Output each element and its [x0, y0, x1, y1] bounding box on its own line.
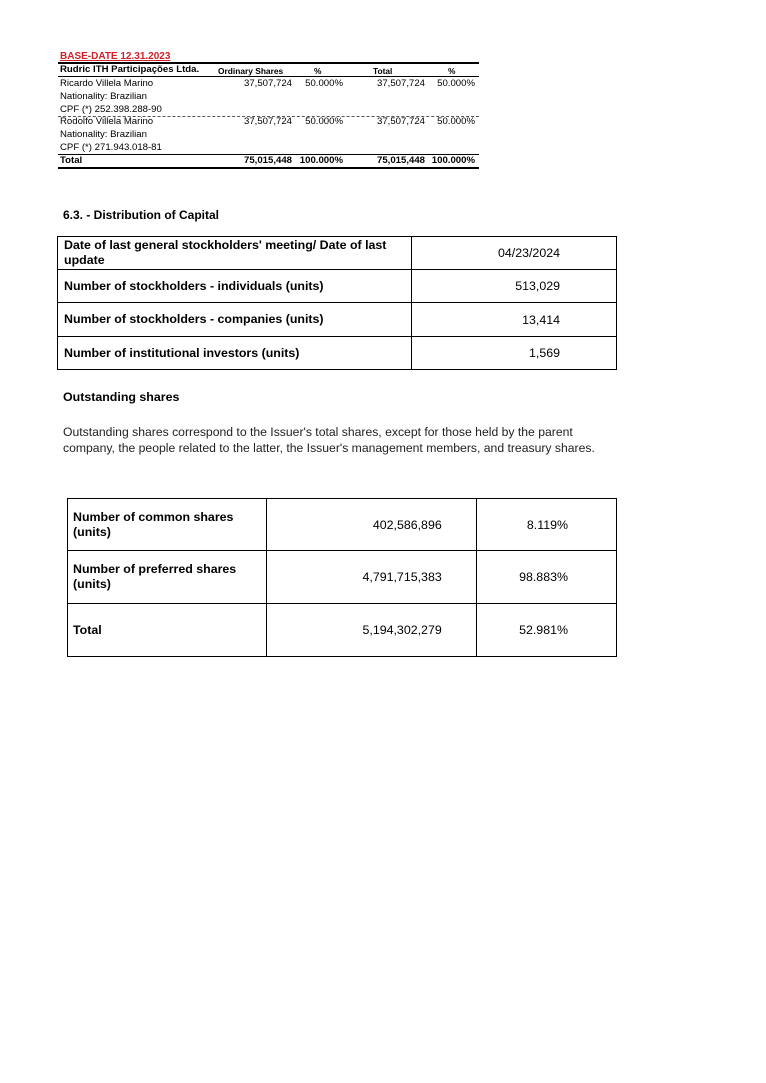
row-value: 04/23/2024 [411, 237, 616, 270]
row-value: 5,194,302,279 [267, 604, 476, 657]
distribution-table [57, 236, 617, 370]
row-value: 13,414 [411, 303, 616, 337]
row-percent: 8.119% [476, 499, 616, 551]
shareholder-ordinary-shares: 37,507,724 [243, 116, 292, 127]
row-label: Number of institutional investors (units) [58, 337, 412, 370]
row-percent: 98.883% [476, 551, 616, 604]
shareholder-name: Rodolfo Villela Marino [60, 116, 154, 127]
outstanding-title: Outstanding shares [63, 390, 180, 404]
row-label: Number of stockholders - individuals (units) [58, 270, 412, 303]
row-label: Number of common shares (units) [68, 499, 267, 551]
table-row [58, 303, 617, 337]
row-value: 402,586,896 [267, 499, 476, 551]
table-bottom-rule [58, 167, 479, 169]
section-title: 6.3. - Distribution of Capital [63, 208, 220, 222]
shareholder-name: Ricardo Villela Marino [60, 78, 154, 89]
outstanding-shares-table [67, 498, 617, 657]
header-rule [58, 76, 479, 77]
total-label: Total [60, 155, 83, 166]
header-total: Total [373, 66, 393, 76]
shareholder-total: 37,507,724 [376, 116, 425, 127]
header-company: Rudric ITH Participações Ltda. [60, 64, 200, 75]
row-value: 1,569 [411, 337, 616, 370]
row-label: Total [68, 604, 267, 657]
table-row [68, 499, 617, 551]
total-ordinary-shares: 75,015,448 [243, 155, 292, 166]
row-label: Date of last general stockholders' meeting/ Date of last update [58, 237, 412, 270]
shareholder-cpf: CPF (*) 271.943.018-81 [60, 142, 162, 153]
row-value: 513,029 [411, 270, 616, 303]
shareholder-nationality: Nationality: Brazilian [60, 129, 147, 140]
shareholder-percent-1: 50.000% [305, 78, 343, 89]
outstanding-description: Outstanding shares correspond to the Issuer's total shares, except for those held by the parent company, the people related to the latter, the Issuer's management members, and treasury shares. [63, 425, 595, 455]
shareholder-cpf: CPF (*) 252.398.288-90 [60, 104, 162, 115]
table-row [68, 604, 617, 657]
shareholder-percent-2: 50.000% [437, 116, 475, 127]
shareholder-total: 37,507,724 [376, 78, 425, 89]
header-percent-2: % [448, 66, 456, 76]
table-row [58, 270, 617, 303]
row-label: Number of preferred shares (units) [68, 551, 267, 604]
total-percent-1: 100.000% [299, 155, 343, 166]
table-row [58, 337, 617, 370]
base-date-label: BASE-DATE 12.31.2023 [60, 51, 171, 62]
shareholder-percent-2: 50.000% [437, 78, 475, 89]
shareholder-percent-1: 50.000% [305, 116, 343, 127]
shareholder-ordinary-shares: 37,507,724 [243, 78, 292, 89]
row-label: Number of stockholders - companies (units) [58, 303, 412, 337]
shareholder-nationality: Nationality: Brazilian [60, 91, 147, 102]
total-total: 75,015,448 [376, 155, 425, 166]
row-value: 4,791,715,383 [267, 551, 476, 604]
header-percent-1: % [314, 66, 322, 76]
table-row [68, 551, 617, 604]
row-percent: 52.981% [476, 604, 616, 657]
header-ordinary-shares: Ordinary Shares [218, 66, 284, 76]
total-percent-2: 100.000% [431, 155, 475, 166]
table-row [58, 237, 617, 270]
